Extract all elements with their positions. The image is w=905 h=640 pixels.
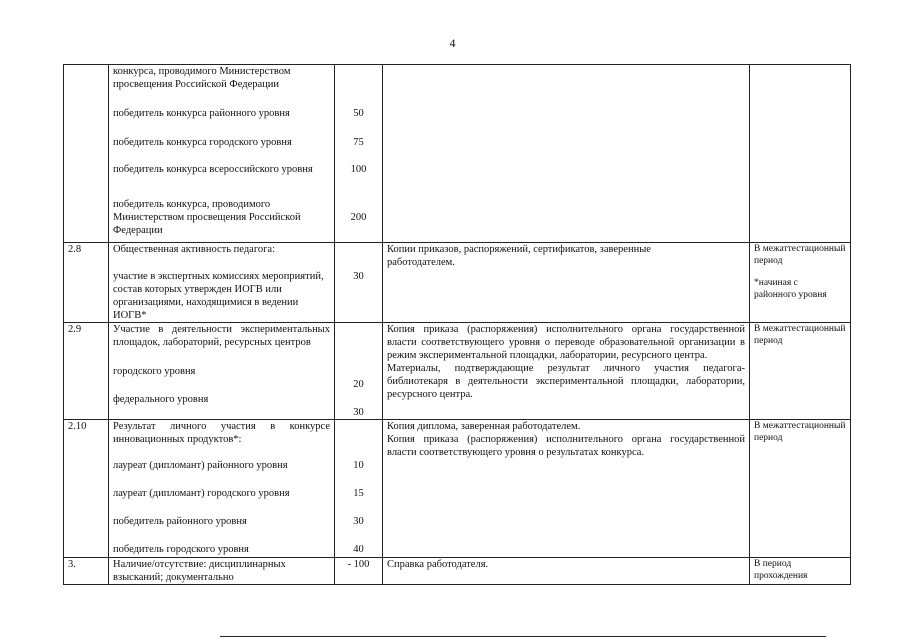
subitem-label: городского уровня — [113, 366, 196, 377]
points-value: 30 — [353, 407, 364, 418]
indicator-cell — [109, 420, 335, 558]
period-cell — [750, 323, 851, 420]
row-number: 3. — [64, 558, 109, 585]
subitem-label: победитель городского уровня — [113, 544, 249, 555]
row-number: 2.10 — [64, 420, 109, 558]
period-text: В межаттестационный период — [754, 324, 846, 346]
subitem-label: участие в экспертных комиссиях мероприятий, состав которых утвержден ИОГВ или организациями, находящимися в ведении ИОГВ* — [113, 271, 324, 321]
documents-cell — [383, 558, 750, 585]
documents-cell — [383, 65, 750, 243]
document-text: Копия диплома, заверенная работодателем. — [387, 421, 581, 432]
row-number: 2.9 — [64, 323, 109, 420]
points-value: 15 — [353, 488, 364, 499]
table-row — [64, 243, 851, 323]
points-cell — [335, 323, 383, 420]
period-note: *начиная с районного уровня — [754, 278, 827, 300]
table-row — [64, 558, 851, 585]
documents-cell — [383, 323, 750, 420]
points-cell — [335, 243, 383, 323]
indicator-cell — [109, 558, 335, 585]
page-number: 4 — [449, 36, 456, 50]
points-value: 30 — [353, 271, 364, 282]
subitem-label: победитель конкурса всероссийского уровня — [113, 164, 313, 175]
indicator-text: Общественная активность педагога: — [113, 244, 275, 255]
indicator-cell — [109, 243, 335, 323]
period-text: В межаттестационный период — [754, 244, 846, 266]
points-value: 20 — [353, 379, 364, 390]
indicator-cell — [109, 323, 335, 420]
footer-rule — [220, 636, 826, 637]
subitem-label: лауреат (дипломант) городского уровня — [113, 488, 290, 499]
period-cell — [750, 243, 851, 323]
points-value: - 100 — [347, 559, 370, 570]
subitem-label: победитель конкурса, проводимого Министерством просвещения Российской Федерации — [113, 199, 301, 236]
document-text: Копия приказа (распоряжения) исполнительного органа государственной власти соответствующего уровня о результатах конкурса. — [387, 434, 745, 458]
subitem-label: победитель конкурса городского уровня — [113, 137, 292, 148]
period-cell — [750, 65, 851, 243]
points-value: 200 — [350, 212, 367, 223]
document-text: Справка работодателя. — [387, 559, 489, 570]
row-number — [64, 65, 109, 243]
document-text: Копия приказа (распоряжения) исполнительного органа государственной власти соответствующего уровня о переводе образовательной организации в режим экспериментальной площадки, лаборатории, ресурсного центра. — [387, 324, 745, 361]
points-cell — [335, 420, 383, 558]
points-cell — [335, 65, 383, 243]
row-number: 2.8 — [64, 243, 109, 323]
subitem-label: федерального уровня — [113, 394, 209, 405]
points-value: 30 — [353, 516, 364, 527]
period-text: В межаттестационный период — [754, 421, 846, 443]
indicator-text: Наличие/отсутствие: дисциплинарных взысканий; документально — [113, 559, 286, 583]
table-row — [64, 323, 851, 420]
period-cell — [750, 558, 851, 585]
criteria-table — [63, 64, 851, 585]
document-text: Материалы, подтверждающие результат личного участия педагога-библиотекаря в деятельности экспериментальной площадки, лаборатории, ресурсного центра. — [387, 363, 745, 400]
table-row — [64, 65, 851, 243]
subitem-label: победитель конкурса районного уровня — [113, 108, 290, 119]
document-text: Копии приказов, распоряжений, сертификатов, заверенные работодателем. — [387, 244, 651, 268]
points-value: 10 — [353, 460, 364, 471]
points-value: 100 — [350, 164, 367, 175]
period-text: В период прохождения — [754, 559, 808, 581]
indicator-text: Участие в деятельности экспериментальных площадок, лабораторий, ресурсных центров — [113, 324, 330, 348]
points-cell — [335, 558, 383, 585]
subitem-label: победитель районного уровня — [113, 516, 247, 527]
subitem-label: лауреат (дипломант) районного уровня — [113, 460, 288, 471]
indicator-text: Результат личного участия в конкурсе инновационных продуктов*: — [113, 421, 330, 445]
points-value: 75 — [353, 137, 364, 148]
points-value: 40 — [353, 544, 364, 555]
indicator-cell — [109, 65, 335, 243]
points-value: 50 — [353, 108, 364, 119]
documents-cell — [383, 420, 750, 558]
period-cell — [750, 420, 851, 558]
documents-cell — [383, 243, 750, 323]
indicator-text: конкурса, проводимого Министерством просвещения Российской Федерации — [113, 66, 291, 90]
table-row — [64, 420, 851, 558]
